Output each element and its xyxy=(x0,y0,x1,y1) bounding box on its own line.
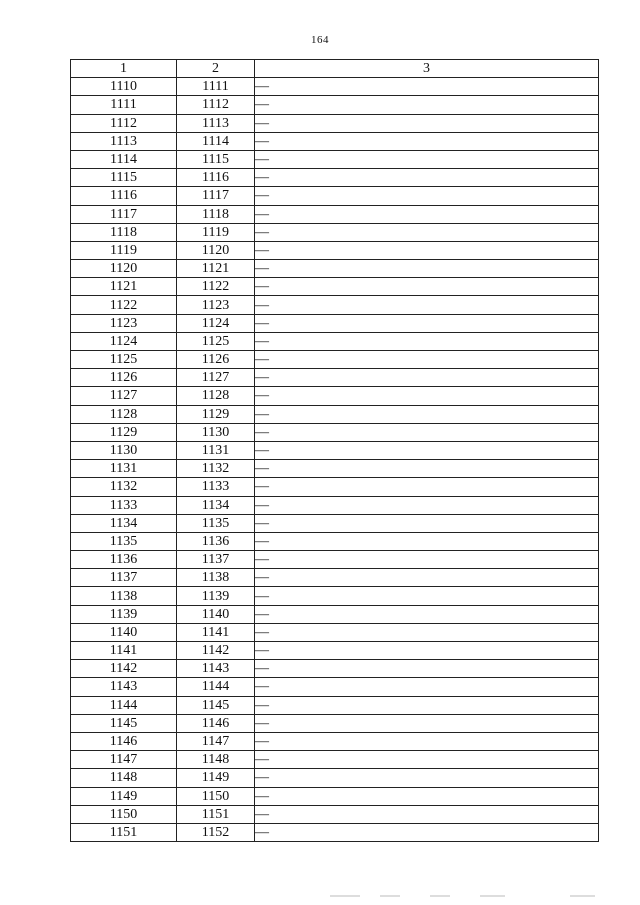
cell-col-2: 1149 xyxy=(177,769,255,787)
cell-col-2: 1112 xyxy=(177,96,255,114)
table-row xyxy=(71,369,599,387)
footer-scan-marks xyxy=(320,895,620,897)
table-row xyxy=(71,787,599,805)
cell-col-3: — xyxy=(255,260,599,278)
cell-col-3: — xyxy=(255,769,599,787)
cell-col-3: — xyxy=(255,369,599,387)
cell-col-1: 1143 xyxy=(71,678,177,696)
cell-col-3: — xyxy=(255,96,599,114)
table-row xyxy=(71,587,599,605)
cell-col-1: 1148 xyxy=(71,769,177,787)
table-row xyxy=(71,696,599,714)
cell-col-1: 1123 xyxy=(71,314,177,332)
cell-col-3: — xyxy=(255,751,599,769)
cell-col-2: 1126 xyxy=(177,351,255,369)
cell-col-3: — xyxy=(255,732,599,750)
cell-col-1: 1130 xyxy=(71,441,177,459)
cell-col-3: — xyxy=(255,678,599,696)
cell-col-1: 1111 xyxy=(71,96,177,114)
table-row xyxy=(71,205,599,223)
cell-col-3: — xyxy=(255,696,599,714)
table-row xyxy=(71,296,599,314)
table-row xyxy=(71,241,599,259)
table-row xyxy=(71,387,599,405)
cell-col-2: 1113 xyxy=(177,114,255,132)
table-header-row xyxy=(71,60,599,78)
table-body xyxy=(71,78,599,842)
cell-col-3: — xyxy=(255,787,599,805)
cell-col-2: 1123 xyxy=(177,296,255,314)
table-row xyxy=(71,187,599,205)
cell-col-2: 1116 xyxy=(177,169,255,187)
cell-col-1: 1140 xyxy=(71,623,177,641)
table-row xyxy=(71,96,599,114)
cell-col-3: — xyxy=(255,605,599,623)
page-number: 164 xyxy=(311,34,329,46)
table-row xyxy=(71,732,599,750)
table-row xyxy=(71,823,599,841)
cell-col-2: 1146 xyxy=(177,714,255,732)
cell-col-2: 1119 xyxy=(177,223,255,241)
column-header-1: 1 xyxy=(71,60,177,78)
cell-col-2: 1132 xyxy=(177,460,255,478)
cell-col-3: — xyxy=(255,805,599,823)
cell-col-2: 1122 xyxy=(177,278,255,296)
cell-col-3: — xyxy=(255,623,599,641)
cell-col-3: — xyxy=(255,132,599,150)
table-row xyxy=(71,460,599,478)
cell-col-2: 1148 xyxy=(177,751,255,769)
table-row xyxy=(71,642,599,660)
cell-col-3: — xyxy=(255,587,599,605)
cell-col-3: — xyxy=(255,150,599,168)
cell-col-1: 1116 xyxy=(71,187,177,205)
table-row xyxy=(71,496,599,514)
cell-col-3: — xyxy=(255,514,599,532)
cell-col-1: 1117 xyxy=(71,205,177,223)
cell-col-1: 1138 xyxy=(71,587,177,605)
cell-col-2: 1134 xyxy=(177,496,255,514)
cell-col-2: 1135 xyxy=(177,514,255,532)
cell-col-3: — xyxy=(255,332,599,350)
table-row xyxy=(71,278,599,296)
table-row xyxy=(71,769,599,787)
cell-col-1: 1115 xyxy=(71,169,177,187)
cell-col-2: 1120 xyxy=(177,241,255,259)
table-row xyxy=(71,260,599,278)
cell-col-3: — xyxy=(255,642,599,660)
table-row xyxy=(71,405,599,423)
cell-col-1: 1145 xyxy=(71,714,177,732)
cell-col-3: — xyxy=(255,314,599,332)
cell-col-2: 1124 xyxy=(177,314,255,332)
cell-col-3: — xyxy=(255,169,599,187)
cell-col-3: — xyxy=(255,551,599,569)
cell-col-1: 1136 xyxy=(71,551,177,569)
cell-col-3: — xyxy=(255,441,599,459)
cell-col-2: 1129 xyxy=(177,405,255,423)
cell-col-1: 1129 xyxy=(71,423,177,441)
cell-col-3: — xyxy=(255,496,599,514)
cell-col-2: 1142 xyxy=(177,642,255,660)
cell-col-2: 1145 xyxy=(177,696,255,714)
table-row xyxy=(71,114,599,132)
table-row xyxy=(71,423,599,441)
cell-col-1: 1112 xyxy=(71,114,177,132)
cell-col-1: 1113 xyxy=(71,132,177,150)
cell-col-3: — xyxy=(255,569,599,587)
cell-col-1: 1125 xyxy=(71,351,177,369)
table-row xyxy=(71,678,599,696)
table-row xyxy=(71,314,599,332)
cell-col-2: 1143 xyxy=(177,660,255,678)
cell-col-3: — xyxy=(255,532,599,550)
cell-col-1: 1131 xyxy=(71,460,177,478)
table-row xyxy=(71,78,599,96)
cell-col-1: 1110 xyxy=(71,78,177,96)
cell-col-2: 1141 xyxy=(177,623,255,641)
cell-col-3: — xyxy=(255,278,599,296)
cell-col-1: 1120 xyxy=(71,260,177,278)
cell-col-3: — xyxy=(255,241,599,259)
cell-col-2: 1111 xyxy=(177,78,255,96)
table-row xyxy=(71,478,599,496)
table-row xyxy=(71,751,599,769)
cell-col-1: 1137 xyxy=(71,569,177,587)
table-row xyxy=(71,532,599,550)
cell-col-2: 1136 xyxy=(177,532,255,550)
cell-col-1: 1122 xyxy=(71,296,177,314)
cell-col-3: — xyxy=(255,296,599,314)
cell-col-2: 1137 xyxy=(177,551,255,569)
cell-col-2: 1144 xyxy=(177,678,255,696)
cell-col-1: 1141 xyxy=(71,642,177,660)
cell-col-3: — xyxy=(255,714,599,732)
cell-col-3: — xyxy=(255,423,599,441)
cell-col-1: 1127 xyxy=(71,387,177,405)
cell-col-1: 1126 xyxy=(71,369,177,387)
cell-col-2: 1115 xyxy=(177,150,255,168)
cell-col-1: 1121 xyxy=(71,278,177,296)
cell-col-1: 1151 xyxy=(71,823,177,841)
cell-col-1: 1149 xyxy=(71,787,177,805)
cell-col-1: 1133 xyxy=(71,496,177,514)
cell-col-1: 1147 xyxy=(71,751,177,769)
cell-col-3: — xyxy=(255,187,599,205)
cell-col-3: — xyxy=(255,78,599,96)
cell-col-1: 1118 xyxy=(71,223,177,241)
cell-col-1: 1142 xyxy=(71,660,177,678)
cell-col-2: 1130 xyxy=(177,423,255,441)
cell-col-1: 1128 xyxy=(71,405,177,423)
cell-col-1: 1144 xyxy=(71,696,177,714)
table-row xyxy=(71,514,599,532)
cell-col-1: 1135 xyxy=(71,532,177,550)
cell-col-3: — xyxy=(255,660,599,678)
cell-col-2: 1127 xyxy=(177,369,255,387)
cell-col-2: 1147 xyxy=(177,732,255,750)
cell-col-2: 1118 xyxy=(177,205,255,223)
cell-col-2: 1138 xyxy=(177,569,255,587)
data-table xyxy=(70,59,599,842)
table-row xyxy=(71,150,599,168)
cell-col-3: — xyxy=(255,823,599,841)
cell-col-1: 1124 xyxy=(71,332,177,350)
cell-col-3: — xyxy=(255,460,599,478)
cell-col-2: 1121 xyxy=(177,260,255,278)
cell-col-1: 1134 xyxy=(71,514,177,532)
cell-col-2: 1117 xyxy=(177,187,255,205)
cell-col-2: 1140 xyxy=(177,605,255,623)
cell-col-3: — xyxy=(255,351,599,369)
cell-col-1: 1146 xyxy=(71,732,177,750)
cell-col-3: — xyxy=(255,205,599,223)
cell-col-3: — xyxy=(255,387,599,405)
table-row xyxy=(71,332,599,350)
cell-col-1: 1132 xyxy=(71,478,177,496)
table-row xyxy=(71,714,599,732)
table-row xyxy=(71,169,599,187)
table-row xyxy=(71,569,599,587)
cell-col-2: 1125 xyxy=(177,332,255,350)
cell-col-3: — xyxy=(255,114,599,132)
cell-col-1: 1150 xyxy=(71,805,177,823)
table-row xyxy=(71,805,599,823)
cell-col-1: 1139 xyxy=(71,605,177,623)
table-row xyxy=(71,351,599,369)
cell-col-1: 1119 xyxy=(71,241,177,259)
column-header-3: 3 xyxy=(255,60,599,78)
cell-col-3: — xyxy=(255,405,599,423)
cell-col-2: 1128 xyxy=(177,387,255,405)
table-row xyxy=(71,223,599,241)
table-row xyxy=(71,441,599,459)
cell-col-2: 1131 xyxy=(177,441,255,459)
cell-col-2: 1133 xyxy=(177,478,255,496)
cell-col-3: — xyxy=(255,478,599,496)
cell-col-2: 1139 xyxy=(177,587,255,605)
table-row xyxy=(71,551,599,569)
cell-col-2: 1151 xyxy=(177,805,255,823)
cell-col-2: 1114 xyxy=(177,132,255,150)
cell-col-2: 1152 xyxy=(177,823,255,841)
table-row xyxy=(71,132,599,150)
table-row xyxy=(71,660,599,678)
column-header-2: 2 xyxy=(177,60,255,78)
cell-col-1: 1114 xyxy=(71,150,177,168)
table-row xyxy=(71,623,599,641)
cell-col-3: — xyxy=(255,223,599,241)
table-row xyxy=(71,605,599,623)
cell-col-2: 1150 xyxy=(177,787,255,805)
